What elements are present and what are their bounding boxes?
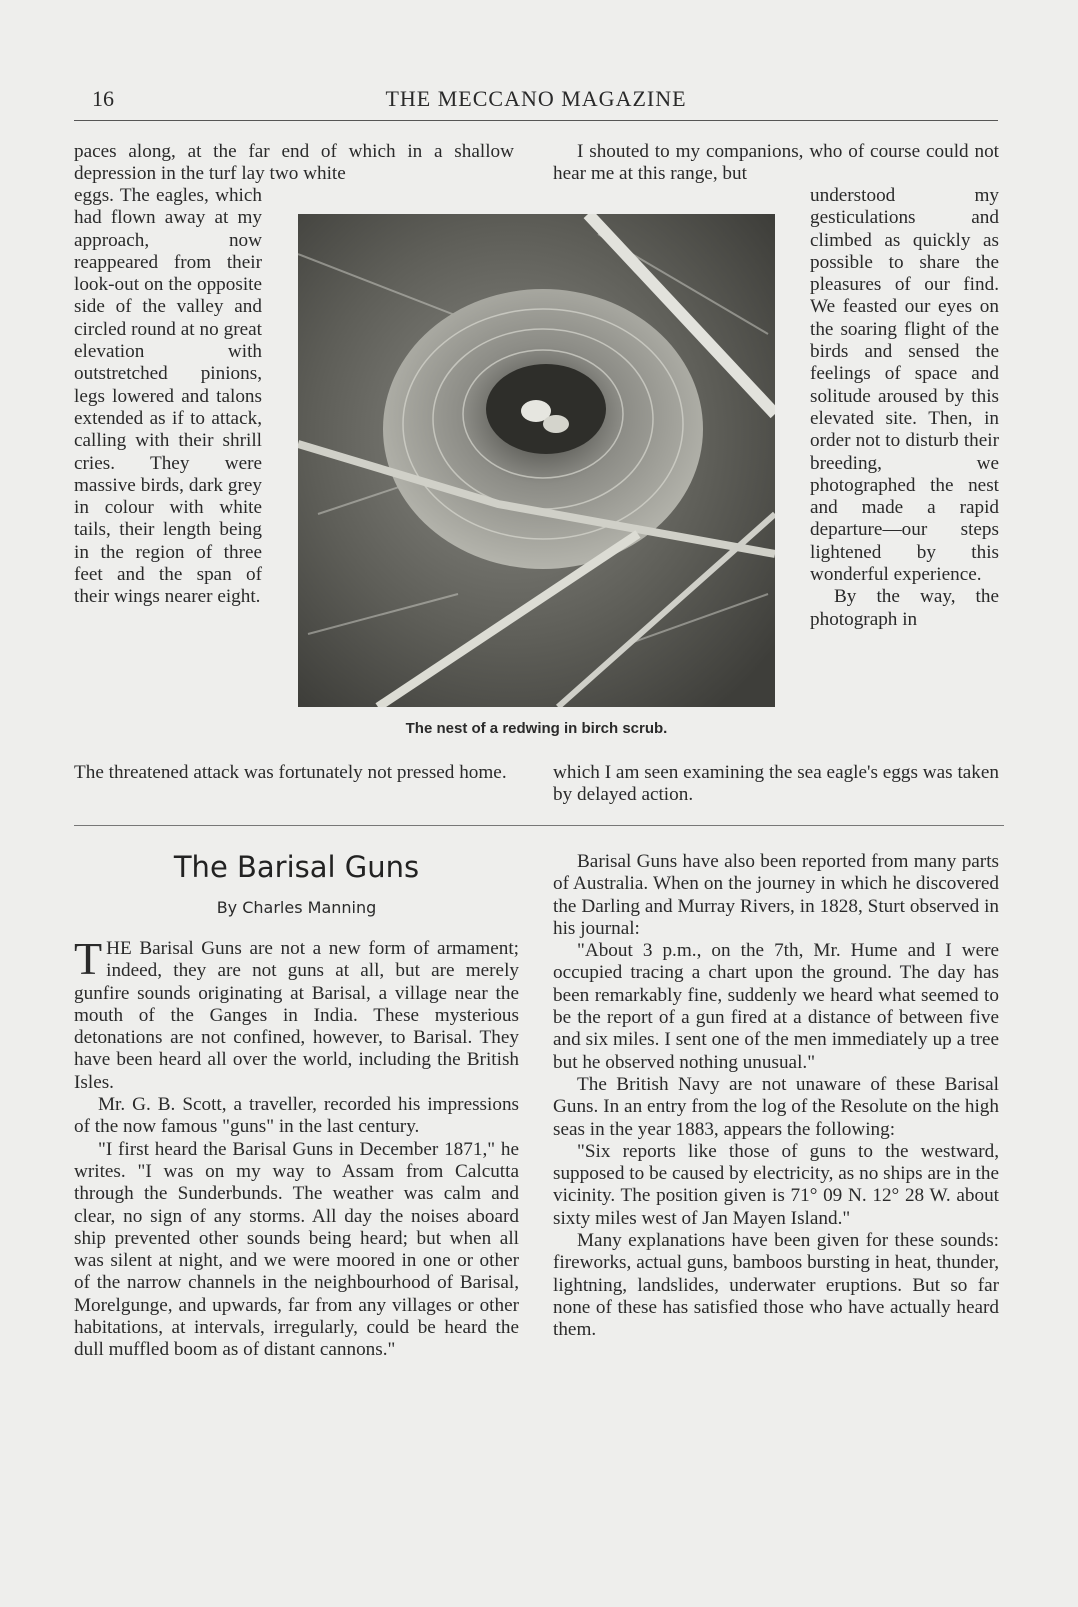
article-paragraph: "Six reports like those of guns to the westward, supposed to be caused by electricity, as no ships are in the vicinity. The position given is 71° 09 N. 12° 28 W. about sixty miles west of Jan Mayen Island." <box>553 1140 999 1229</box>
top-story-right-text: understood my gesticulations and climbed as quickly as possible to share the pleasures of our find. We feasted our eyes on the soaring flight of the birds and sensed the feelings of space and solitude aroused by this elevated site. Then, in order not to disturb their breeding, we photographed the nest and made a rapid departure—our steps lightened by this wonderful experience. <box>810 185 999 586</box>
article-paragraph <box>74 933 519 1094</box>
article-left-column <box>74 933 519 1362</box>
article-paragraph: The British Navy are not unaware of these Barisal Guns. In an entry from the log of the Resolute on the high seas in the year 1883, appears the following: <box>553 1073 999 1140</box>
article-paragraph-text: HE Barisal Guns are not a new form of armament; indeed, they are not guns at all, but are merely gunfire sounds originating at Barisal, a village near the mouth of the Ganges in India. These mysterious detonations are not confined, however, to Barisal. They have been heard all over the world, including the British Isles. <box>74 938 519 1093</box>
section-divider <box>74 825 1004 826</box>
photo-caption: The nest of a redwing in birch scrub. <box>405 720 668 737</box>
top-story-left-intro: paces along, at the far end of which in a shallow depression in the turf lay two white <box>74 141 514 185</box>
article-paragraph: Barisal Guns have also been reported from many parts of Australia. When on the journey in which he discovered the Darling and Murray Rivers, in 1828, Sturt observed in his journal: <box>553 851 999 939</box>
article-paragraph: Mr. G. B. Scott, a traveller, recorded his impressions of the now famous "guns" in the last century. <box>74 1094 519 1138</box>
top-story-left-column: eggs. The eagles, which had flown away at my approach, now reappeared from their look-out on the opposite side of the valley and circled round at no great elevation with outstretched pinions, legs lowered and talons extended as if to attack, calling with their shrill cries. They were massive birds, dark grey in colour with white tails, their length being in the region of three feet and the span of their wings nearer eight. <box>74 185 262 608</box>
top-story-right-intro: I shouted to my companions, who of course could not hear me at this range, but <box>553 141 999 185</box>
top-story-left-outro: The threatened attack was fortunately not pressed home. <box>74 762 507 783</box>
page-header <box>74 86 998 121</box>
magazine-title: THE MECCANO MAGAZINE <box>385 86 687 111</box>
article-title: The Barisal Guns <box>173 850 420 884</box>
top-story-right-column <box>810 185 999 631</box>
article-paragraph: "About 3 p.m., on the 7th, Mr. Hume and I were occupied tracing a chart upon the ground. The day has been remarkably fine, suddenly we heard what seemed to be the report of a gun fired at a distance of between five and six miles. I sent one of the men immediately up a tree but he observed nothing unusual." <box>553 940 999 1073</box>
article-paragraph: "I first heard the Barisal Guns in December 1871," he writes. "I was on my way to Assam from Calcutta through the Sunderbunds. The weather was calm and clear, no sign of any storms. All day the noises aboard ship prevented other sounds being heard; but when all was silent at night, and we were moored in one or other of the narrow channels in the neighbourhood of Barisal, Morelgunge, and upwards, far from any villages or other habitations, at intervals, irregularly, could be heard the dull muffled boom as of distant cannons." <box>74 1138 519 1361</box>
top-story-right-text-continued: By the way, the photograph in <box>810 586 999 630</box>
nest-photograph <box>298 214 775 707</box>
page-number: 16 <box>92 86 114 111</box>
top-story-right-outro: which I am seen examining the sea eagle's eggs was taken by delayed action. <box>553 762 999 806</box>
article-paragraph: Many explanations have been given for these sounds: fireworks, actual guns, bamboos bursting in heat, thunder, lightning, landslides, underwater eruptions. But so far none of these has satisfied those who have actually heard them. <box>553 1230 999 1341</box>
article-right-column <box>553 851 999 1342</box>
drop-cap: T <box>74 933 103 984</box>
nest-photograph-image <box>298 214 775 707</box>
article-byline: By Charles Manning <box>216 898 377 917</box>
